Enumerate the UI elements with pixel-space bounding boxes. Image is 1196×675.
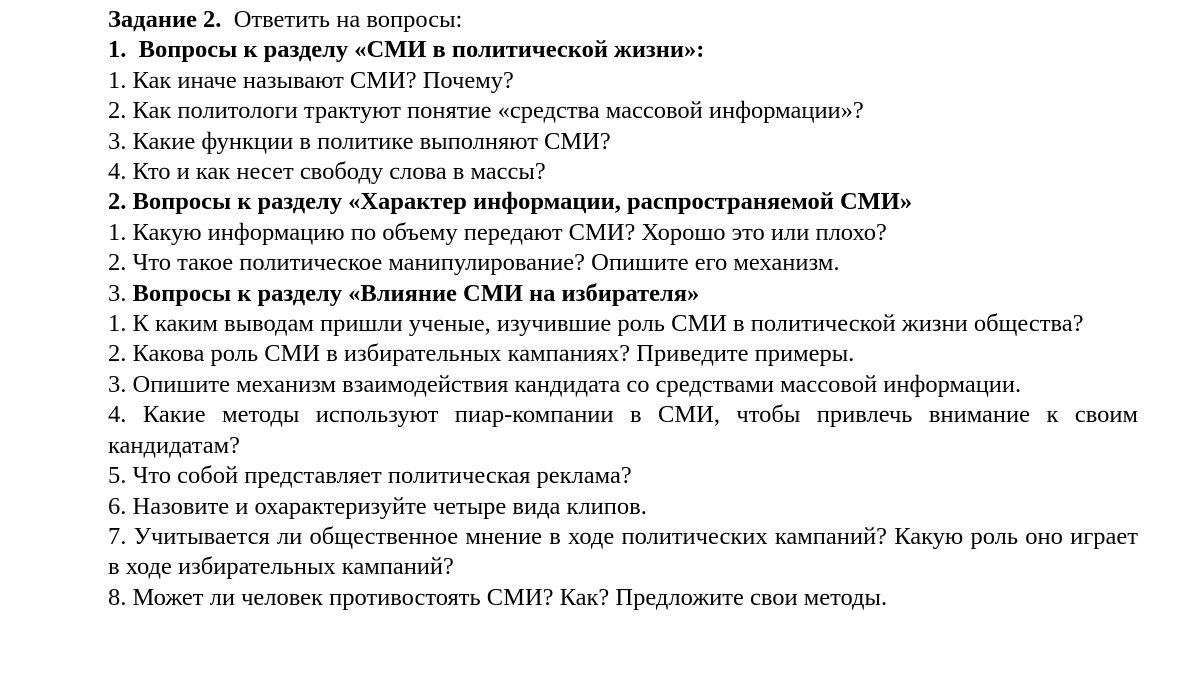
section-heading-text: 2. Вопросы к разделу «Характер информации, распространяемой СМИ» (108, 188, 913, 216)
section-heading (108, 279, 1138, 309)
section-heading (108, 187, 1138, 217)
task-label: Задание 2. (108, 6, 222, 33)
section-heading-text: 1. Вопросы к разделу «СМИ в политической жизни»: (108, 36, 705, 64)
question-item: 2. Что такое политическое манипулирование? Опишите его механизм. (108, 249, 840, 277)
section-heading-number: 3. (108, 279, 127, 307)
task-text: Ответить на вопросы: (233, 6, 463, 33)
question-item: 7. Учитывается ли общественное мнение в ходе политических кампаний? Какую роль оно играет в ходе избирательных кампаний? (108, 522, 1138, 581)
question-item: 4. Кто и как несет свободу слова в массы? (108, 158, 546, 186)
question-item: 1. К каким выводам пришли ученые, изучившие роль СМИ в политической жизни общества? (108, 310, 1084, 338)
task-title (108, 5, 1138, 35)
section-heading-text: Вопросы к разделу «Влияние СМИ на избирателя» (132, 279, 700, 307)
question-item: 3. Какие функции в политике выполняют СМИ? (108, 127, 611, 155)
question-item: 2. Как политологи трактуют понятие «средства массовой информации»? (108, 97, 864, 125)
question-item: 4. Какие методы используют пиар-компании в СМИ, чтобы привлечь внимание к своим кандидатам? (108, 401, 1138, 459)
section-heading (108, 35, 1138, 65)
question-item: 2. Какова роль СМИ в избирательных кампаниях? Приведите примеры. (108, 340, 855, 368)
question-item: 1. Как иначе называют СМИ? Почему? (108, 66, 514, 94)
question-item: 1. Какую информацию по объему передают СМИ? Хорошо это или плохо? (108, 218, 887, 246)
question-item: 8. Может ли человек противостоять СМИ? Как? Предложите свои методы. (108, 583, 888, 611)
question-item: 6. Назовите и охарактеризуйте четыре вида клипов. (108, 492, 647, 520)
question-item: 5. Что собой представляет политическая реклама? (108, 462, 632, 490)
question-item: 3. Опишите механизм взаимодействия кандидата со средствами массовой информации. (108, 370, 1022, 398)
document-body (108, 5, 1138, 613)
